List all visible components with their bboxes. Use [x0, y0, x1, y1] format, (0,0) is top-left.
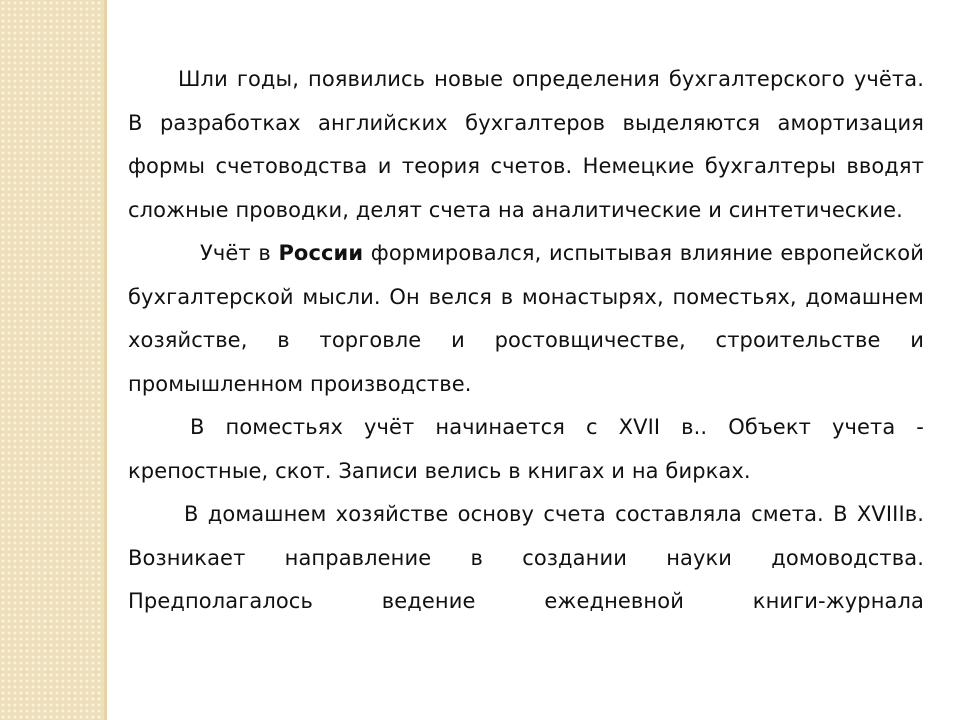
paragraph-2 — [128, 232, 924, 406]
slide-body — [128, 58, 924, 624]
paragraph-4: В домашнем хозяйстве основу счета составляла смета. В XVIIIв. Возникает направление в создании науки домоводства. Предполагалось ведение ежедневной книги-журнала — [128, 502, 924, 613]
paragraph-1: Шли годы, появились новые определения бухгалтерского учёта. В разработках английских бухгалтеров выделяются амортизация формы счетоводства и теория счетов. Немецкие бухгалтеры вводят сложные проводки, делят счета на аналитические и синтетические. — [128, 67, 924, 222]
paragraph-2-bold-word: России — [278, 241, 364, 265]
paragraph-2-start: Учёт в — [200, 241, 279, 265]
paragraph-2-rest: формировался, испытывая влияние европейской бухгалтерской мысли. Он велся в монастырях, поместьях, домашнем хозяйстве, в торговле и ростовщичестве, строительстве и промышленном производстве. — [128, 241, 924, 396]
decorative-side-strip — [0, 0, 104, 720]
paragraph-3: В поместьях учёт начинается с XVII в.. Объект учета - крепостные, скот. Записи велись в книгах и на бирках. — [128, 415, 924, 483]
side-strip-border — [104, 0, 107, 720]
